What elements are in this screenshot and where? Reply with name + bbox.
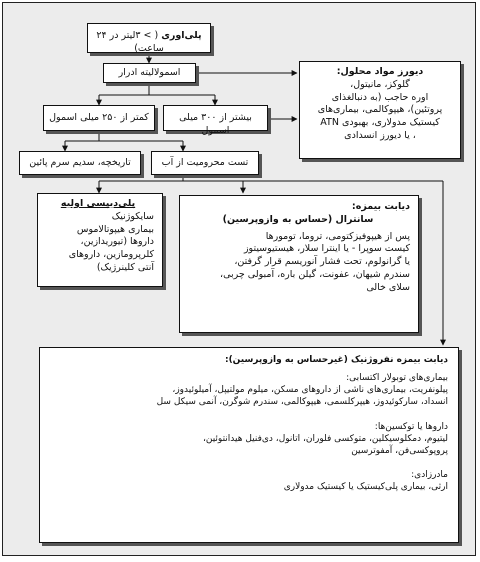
history-label: تاریخچه، سدیم سرم پائین xyxy=(29,157,131,168)
central-di-line-3: یا گرانولوم، تحت فشار آنوریسم قرار گرفتن، xyxy=(234,256,410,268)
water-deprivation-box xyxy=(151,151,259,175)
congenital-heading: مادرزادی: xyxy=(411,469,448,480)
solute-diuresis-line-5: ، یا دیورز انسدادی xyxy=(344,130,416,142)
primary-polydipsia-line-2: بیماری هیپوتالاموس xyxy=(76,223,154,235)
primary-polydipsia-line-4: کلرپرومازین، داروهای xyxy=(68,249,154,261)
congenital-line-1: ارثی، بیماری پلی‌کیستیک یا کیستیک مدولاری xyxy=(283,482,448,493)
urine-osmolality-label: اسمولالیته ادرار xyxy=(118,67,181,78)
low-osmolality-box xyxy=(43,105,155,131)
solute-diuresis-line-3: پروتئین)، هیپوکالمی، بیماری‌های xyxy=(317,104,443,116)
flowchart-canvas xyxy=(2,2,476,556)
central-di-subtitle: سانترال (حساس به وازوپرسین) xyxy=(222,213,374,225)
drugs-line-1: لیتیوم، دمکلوسیکلین، متوکسی فلوران، اتانول، دی‌فنیل هیدانتوئین، xyxy=(202,433,448,444)
primary-polydipsia-title: پلی‌دیپسی اولیه xyxy=(60,198,136,209)
central-di-line-5: سلای خالی xyxy=(366,281,410,293)
central-di-line-2: کیست سوپرا - یا اینترا سلار، هیستیوسیتوز xyxy=(243,243,410,255)
primary-polydipsia-line-3: داروها (تیوریدازین، xyxy=(80,236,154,248)
solute-diuresis-box xyxy=(299,61,461,159)
tubular-line-2: انسداد، سارکوئیدوز، هیپرکلسمی، هیپوکالمی، سندرم شوگرن، آنمی سیکل سل xyxy=(156,397,448,408)
central-diabetes-insipidus-box xyxy=(179,195,419,333)
primary-polydipsia-line-1: سایکوژنیک xyxy=(111,210,154,222)
tubular-heading: بیماری‌های توبولار اکتسابی: xyxy=(346,373,448,384)
central-di-line-1: پس از هیپوفیزکتومی، تروما، تومورها xyxy=(265,230,410,242)
high-osmolality-label: بیشتر از ۳۰۰ میلی اسمول xyxy=(179,112,252,136)
history-box xyxy=(19,151,141,175)
solute-diuresis-title: دیورز مواد محلول: xyxy=(336,66,424,77)
tubular-line-1: پیلونفریت، بیماری‌های ناشی از داروهای مسکن، میلوم مولتیپل، آمیلوئیدوز، xyxy=(172,385,448,396)
solute-diuresis-line-1: گلوکز، مانیتول، xyxy=(350,78,410,90)
drugs-line-2: پروپوکسی‌فن، آمفوترسین xyxy=(351,445,448,456)
nephrogenic-diabetes-insipidus-box xyxy=(39,347,459,543)
polyuria-box xyxy=(87,23,211,53)
low-osmolality-label: کمتر از ۲۵۰ میلی اسمول xyxy=(49,112,149,123)
high-osmolality-box xyxy=(163,105,268,136)
solute-diuresis-line-2: اوره حاجب (به دنبالغذای xyxy=(331,91,429,103)
water-deprivation-label: تست محرومیت از آب xyxy=(161,157,249,168)
nephrogenic-di-title: دیابت بیمزه نفروژنیک (غیرحساس به وازوپرسین): xyxy=(224,355,448,365)
polyuria-title: پلی‌اوری xyxy=(161,30,202,41)
central-di-title: دیابت بیمزه: xyxy=(351,201,410,212)
drugs-heading: داروها یا توکسین‌ها: xyxy=(374,421,448,432)
central-di-line-4: سندرم شیهان، عفونت، گیلن باره، آمبولی چربی، xyxy=(220,269,410,281)
solute-diuresis-line-4: کیستیک مدولاری، بهبودی ATN xyxy=(320,117,440,129)
polyuria-criterion: ( > ۳لیتر در ۲۴ ساعت) xyxy=(96,30,164,54)
primary-polydipsia-line-5: آنتی کلینرژیک) xyxy=(96,262,154,274)
primary-polydipsia-box xyxy=(37,193,163,287)
urine-osmolality-box xyxy=(103,63,196,83)
